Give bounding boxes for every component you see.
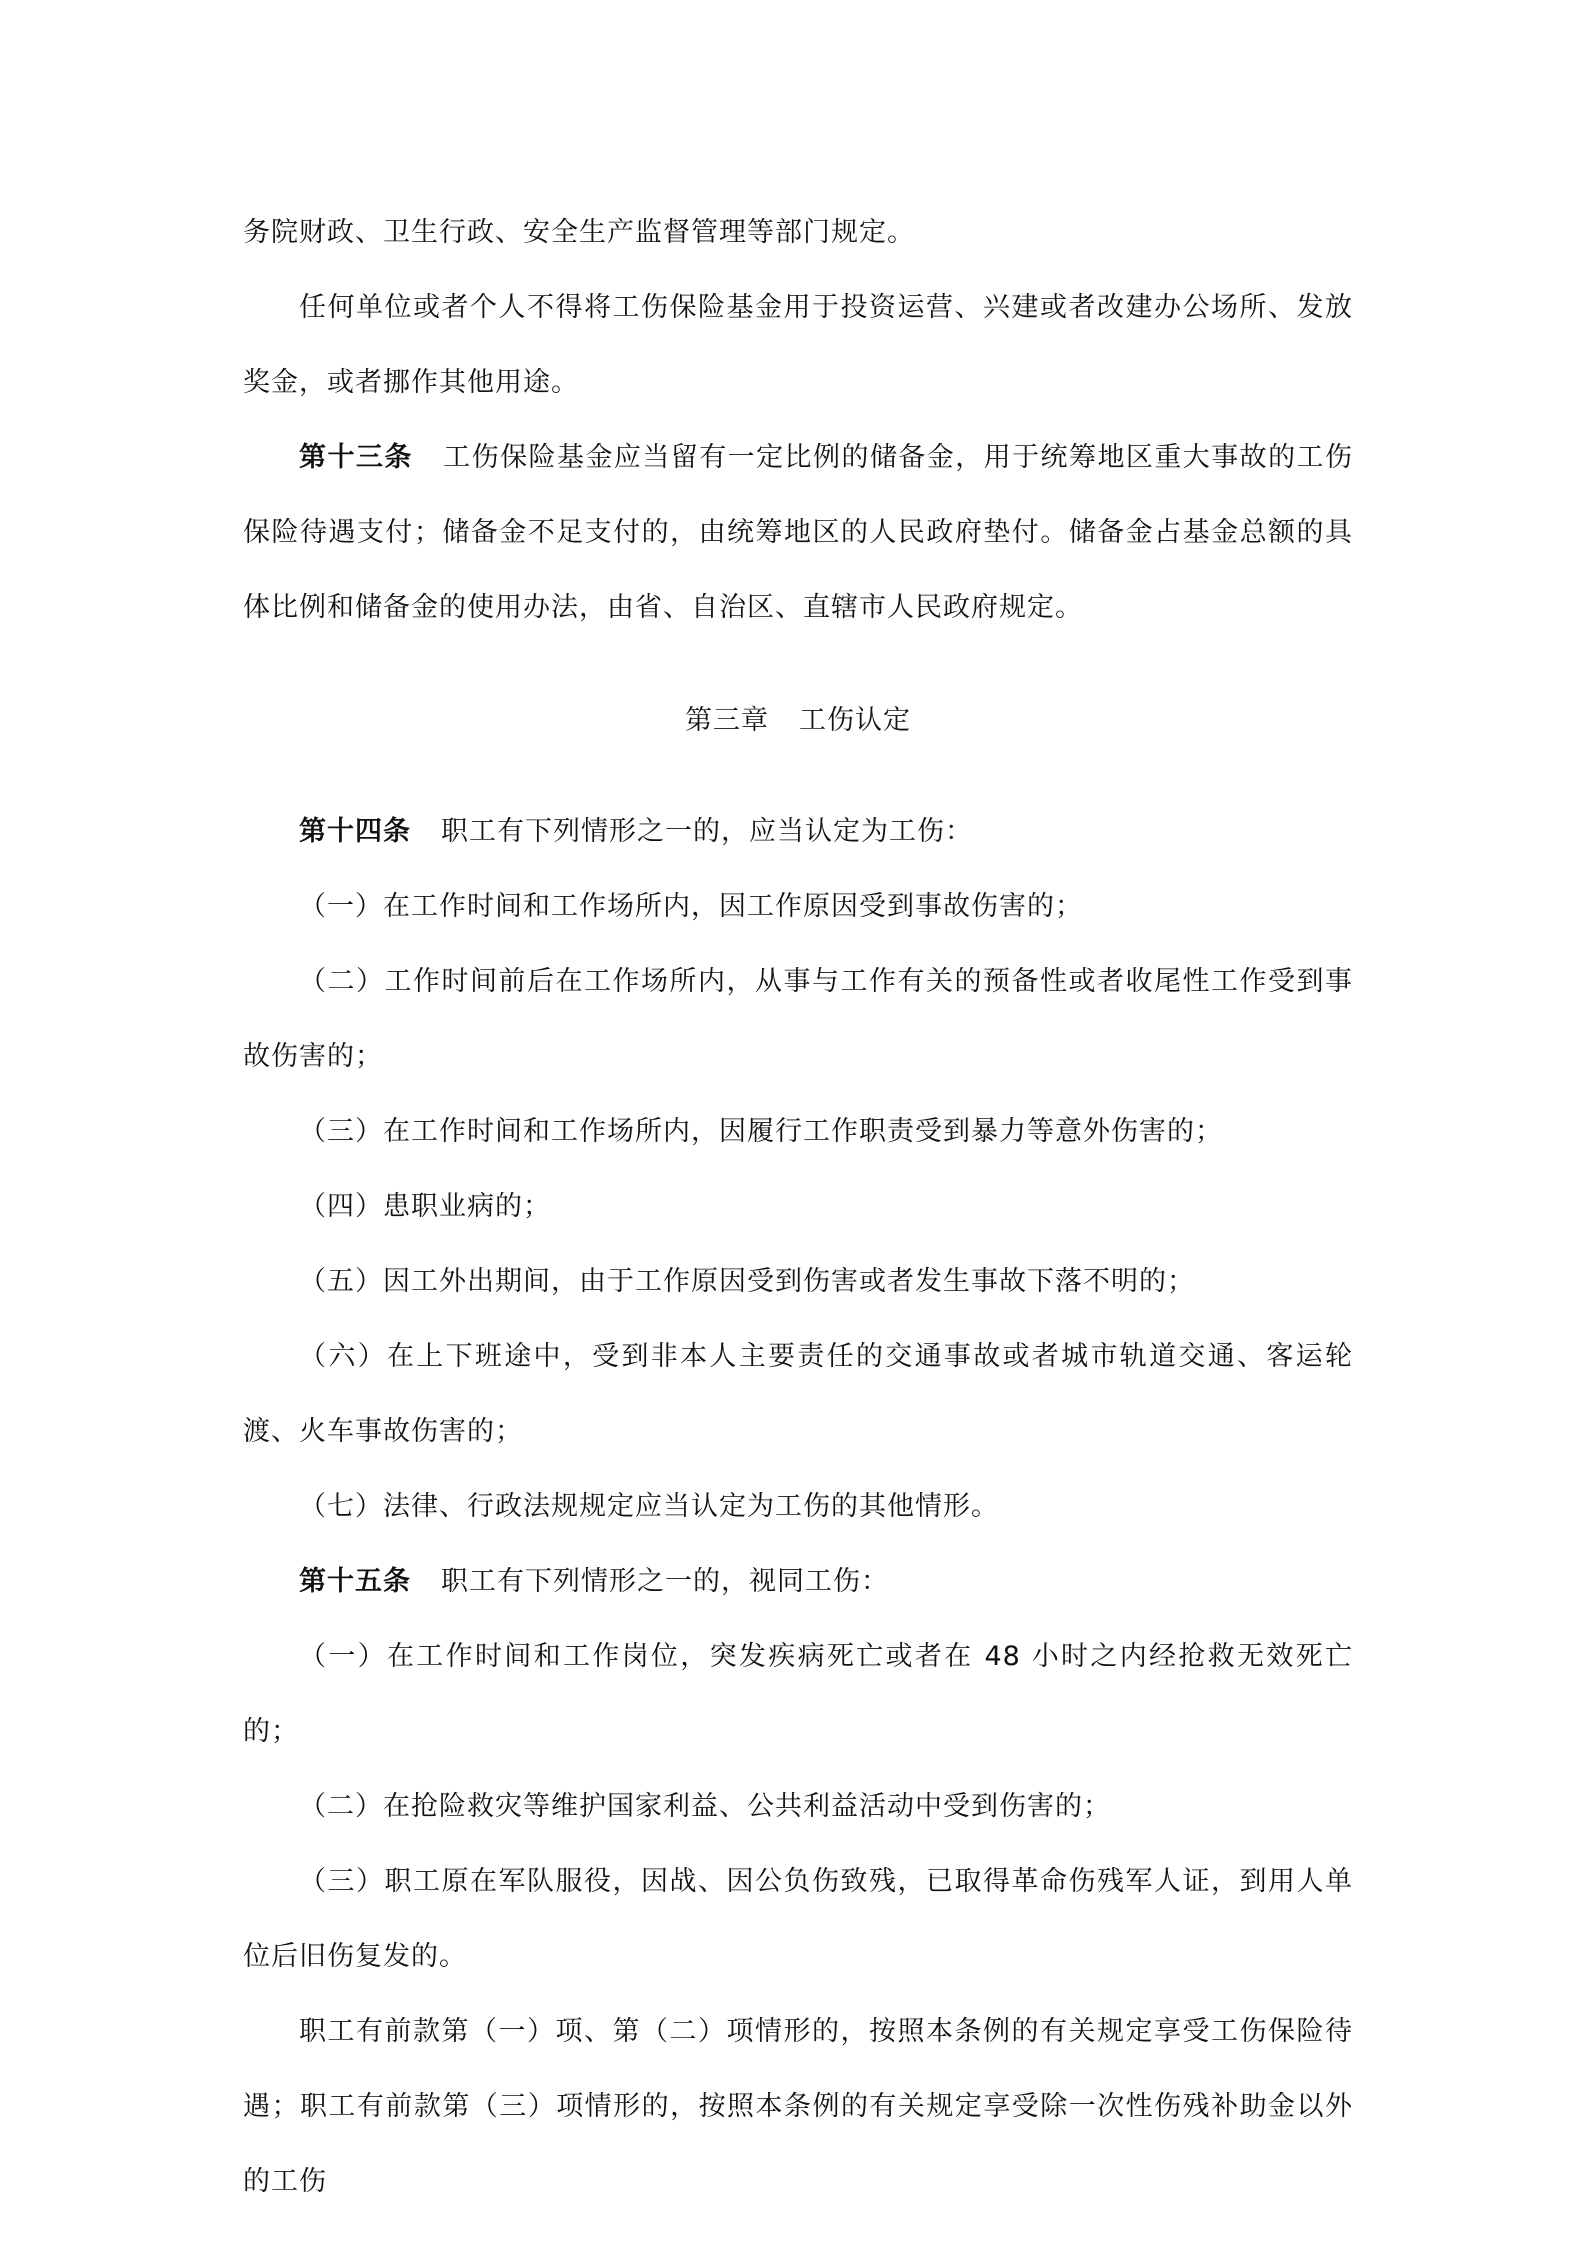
paragraph-text: 任何单位或者个人不得将工伤保险基金用于投资运营、兴建或者改建办公场所、发放奖金，或者挪作其他用途。: [243, 292, 1353, 398]
article-14: [243, 794, 1353, 869]
paragraph-benefits: [243, 1994, 1353, 2219]
list-item: [243, 1094, 1353, 1169]
paragraph-text: 职工有下列情形之一的，应当认定为工伤：: [441, 816, 973, 847]
chapter-title: 工伤认定: [799, 705, 911, 736]
paragraph-continued: [243, 195, 1353, 270]
chapter-number: 第三章: [685, 705, 769, 736]
paragraph-text: （五）因工外出期间，由于工作原因受到伤害或者发生事故下落不明的；: [299, 1266, 1195, 1297]
paragraph-text: （三）职工原在军队服役，因战、因公负伤致残，已取得革命伤残军人证，到用人单位后旧伤复发的。: [243, 1866, 1353, 1972]
list-item: [243, 1469, 1353, 1544]
list-item: [243, 1169, 1353, 1244]
paragraph-text: （三）在工作时间和工作场所内，因履行工作职责受到暴力等意外伤害的；: [299, 1116, 1223, 1147]
paragraph-text: （一）在工作时间和工作岗位，突发疾病死亡或者在 48 小时之内经抢救无效死亡的；: [243, 1641, 1353, 1747]
list-item: [243, 1619, 1353, 1769]
section-top: [243, 195, 1353, 645]
paragraph-text: 职工有前款第（一）项、第（二）项情形的，按照本条例的有关规定享受工伤保险待遇；职工有前款第（三）项情形的，按照本条例的有关规定享受除一次性伤残补助金以外的工伤: [243, 2016, 1353, 2197]
section-bottom: [243, 794, 1353, 2219]
article-number: 第十四条: [299, 816, 411, 847]
list-item: [243, 944, 1353, 1094]
document-page: [243, 195, 1353, 2219]
list-item: [243, 1844, 1353, 1994]
paragraph-fund-use-prohibition: [243, 270, 1353, 420]
paragraph-text: 务院财政、卫生行政、安全生产监督管理等部门规定。: [243, 217, 915, 248]
article-13: [243, 420, 1353, 645]
paragraph-text: （二）工作时间前后在工作场所内，从事与工作有关的预备性或者收尾性工作受到事故伤害的；: [243, 966, 1353, 1072]
article-number: 第十三条: [299, 442, 413, 473]
list-item: [243, 1244, 1353, 1319]
article-15: [243, 1544, 1353, 1619]
paragraph-text: （六）在上下班途中，受到非本人主要责任的交通事故或者城市轨道交通、客运轮渡、火车事故伤害的；: [243, 1341, 1353, 1447]
paragraph-text: 职工有下列情形之一的，视同工伤：: [441, 1566, 889, 1597]
list-item: [243, 1319, 1353, 1469]
list-item: [243, 1769, 1353, 1844]
paragraph-text: （二）在抢险救灾等维护国家利益、公共利益活动中受到伤害的；: [299, 1791, 1111, 1822]
paragraph-text: （七）法律、行政法规规定应当认定为工伤的其他情形。: [299, 1491, 999, 1522]
paragraph-text: （四）患职业病的；: [299, 1191, 551, 1222]
article-number: 第十五条: [299, 1566, 411, 1597]
paragraph-text: （一）在工作时间和工作场所内，因工作原因受到事故伤害的；: [299, 891, 1083, 922]
list-item: [243, 869, 1353, 944]
chapter-heading: [243, 683, 1353, 758]
paragraph-text: 工伤保险基金应当留有一定比例的储备金，用于统筹地区重大事故的工伤保险待遇支付；储备金不足支付的，由统筹地区的人民政府垫付。储备金占基金总额的具体比例和储备金的使用办法，由省、自治区、直辖市人民政府规定。: [243, 442, 1354, 623]
